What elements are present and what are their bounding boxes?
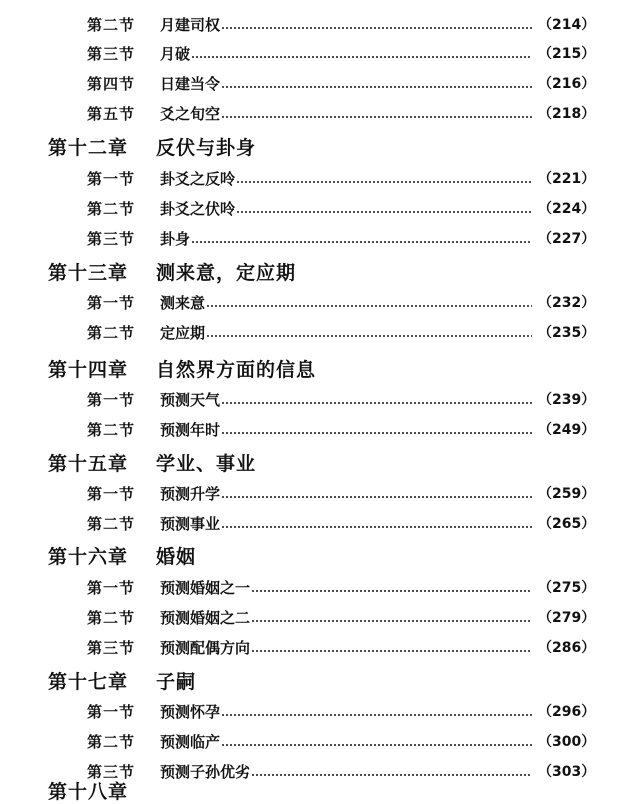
- dot-leader: [221, 744, 532, 746]
- page-number: （303）: [538, 764, 596, 780]
- dot-leader: [191, 56, 532, 58]
- dot-leader: [251, 590, 532, 592]
- toc-entry: [0, 41, 629, 65]
- dot-leader: [221, 432, 532, 434]
- chapter-number: 第十五章: [48, 452, 129, 475]
- chapter-title: 子嗣: [156, 670, 197, 693]
- toc-entry: [0, 699, 629, 723]
- chapter-heading: [0, 356, 629, 380]
- page-number: （235）: [538, 325, 596, 341]
- section-number: 第一节: [87, 702, 136, 721]
- dot-leader: [221, 526, 532, 528]
- section-title: 预测婚姻之二: [160, 608, 251, 627]
- section-title: 爻之旬空: [160, 104, 221, 123]
- chapter-title: 反伏与卦身: [156, 136, 257, 159]
- section-number: 第一节: [87, 484, 136, 503]
- dot-leader: [221, 496, 532, 498]
- section-title: 日建当令: [160, 74, 221, 93]
- section-title: 预测天气: [160, 390, 221, 409]
- toc-entry: [0, 166, 629, 190]
- section-title: 卦爻之反呤: [160, 169, 236, 188]
- page-number: （239）: [538, 392, 596, 408]
- section-number: 第一节: [87, 578, 136, 597]
- section-title: 预测子孙优劣: [160, 762, 251, 781]
- toc-entry: [0, 605, 629, 629]
- section-title: 预测临产: [160, 732, 221, 751]
- chapter-heading: [0, 668, 629, 692]
- chapter-heading: [0, 543, 629, 567]
- toc-entry: [0, 729, 629, 753]
- section-title: 预测升学: [160, 484, 221, 503]
- chapter-title: 自然界方面的信息: [156, 358, 317, 381]
- toc-entry: [0, 290, 629, 314]
- page-number: （218）: [538, 106, 596, 122]
- section-number: 第三节: [87, 44, 136, 63]
- chapter-number: 第十二章: [48, 136, 129, 159]
- page-number: （224）: [538, 201, 596, 217]
- section-title: 预测怀孕: [160, 702, 221, 721]
- toc-entry: [0, 226, 629, 250]
- section-number: 第一节: [87, 390, 136, 409]
- toc-entry: [0, 635, 629, 659]
- section-title: 卦身: [160, 229, 191, 248]
- section-number: 第二节: [87, 420, 136, 439]
- dot-leader: [236, 211, 532, 213]
- section-number: 第三节: [87, 229, 136, 248]
- chapter-heading: [0, 450, 629, 474]
- section-number: 第二节: [87, 608, 136, 627]
- dot-leader: [251, 774, 532, 776]
- chapter-number: 第十三章: [48, 261, 129, 284]
- page-number: （232）: [538, 295, 596, 311]
- page-number: （221）: [538, 171, 596, 187]
- section-title: 定应期: [160, 323, 206, 342]
- section-number: 第一节: [87, 293, 136, 312]
- dot-leader: [206, 335, 532, 337]
- section-number: 第三节: [87, 638, 136, 657]
- section-title: 预测年时: [160, 420, 221, 439]
- page-number: （279）: [538, 610, 596, 626]
- section-number: 第二节: [87, 199, 136, 218]
- toc-entry: [0, 575, 629, 599]
- dot-leader: [251, 650, 532, 652]
- chapter-heading: [0, 259, 629, 283]
- section-number: 第二节: [87, 514, 136, 533]
- toc-entry: [0, 511, 629, 535]
- section-title: 预测婚姻之一: [160, 578, 251, 597]
- dot-leader: [191, 241, 532, 243]
- page-number: （259）: [538, 486, 596, 502]
- dot-leader: [221, 714, 532, 716]
- dot-leader: [251, 620, 532, 622]
- dot-leader: [206, 305, 532, 307]
- section-title: 预测事业: [160, 514, 221, 533]
- toc-entry: [0, 196, 629, 220]
- toc-entry: [0, 481, 629, 505]
- toc-entry: [0, 101, 629, 125]
- toc-entry: [0, 12, 629, 36]
- page-number: （216）: [538, 76, 596, 92]
- section-number: 第二节: [87, 15, 136, 34]
- section-title: 月建司权: [160, 15, 221, 34]
- chapter-number: 第十七章: [48, 670, 129, 693]
- dot-leader: [236, 181, 532, 183]
- section-title: 月破: [160, 44, 191, 63]
- partial-chapter-heading: [0, 781, 629, 803]
- toc-entry: [0, 71, 629, 95]
- section-title: 预测配偶方向: [160, 638, 251, 657]
- chapter-heading: [0, 134, 629, 158]
- page-number: （215）: [538, 46, 596, 62]
- page-number: （296）: [538, 704, 596, 720]
- toc-entry: [0, 417, 629, 441]
- page-number: （286）: [538, 640, 596, 656]
- chapter-title: 婚姻: [156, 545, 197, 568]
- toc-entry: [0, 387, 629, 411]
- section-number: 第一节: [87, 169, 136, 188]
- chapter-number: 第十六章: [48, 545, 129, 568]
- section-number: 第五节: [87, 104, 136, 123]
- page-number: （249）: [538, 422, 596, 438]
- dot-leader: [221, 27, 532, 29]
- page-number: （265）: [538, 516, 596, 532]
- chapter-title: 学业、事业: [156, 452, 257, 475]
- dot-leader: [221, 116, 532, 118]
- dot-leader: [221, 402, 532, 404]
- dot-leader: [221, 86, 532, 88]
- chapter-title: 测来意，定应期: [156, 261, 297, 284]
- page-number: （275）: [538, 580, 596, 596]
- page-number: （227）: [538, 231, 596, 247]
- page-number: （300）: [538, 734, 596, 750]
- chapter-number: 第十八章: [48, 781, 129, 803]
- toc-entry: [0, 320, 629, 344]
- section-title: 测来意: [160, 293, 206, 312]
- section-title: 卦爻之伏呤: [160, 199, 236, 218]
- section-number: 第二节: [87, 323, 136, 342]
- section-number: 第四节: [87, 74, 136, 93]
- section-number: 第二节: [87, 732, 136, 751]
- chapter-number: 第十四章: [48, 358, 129, 381]
- page-number: （214）: [538, 17, 596, 33]
- section-number: 第三节: [87, 762, 136, 781]
